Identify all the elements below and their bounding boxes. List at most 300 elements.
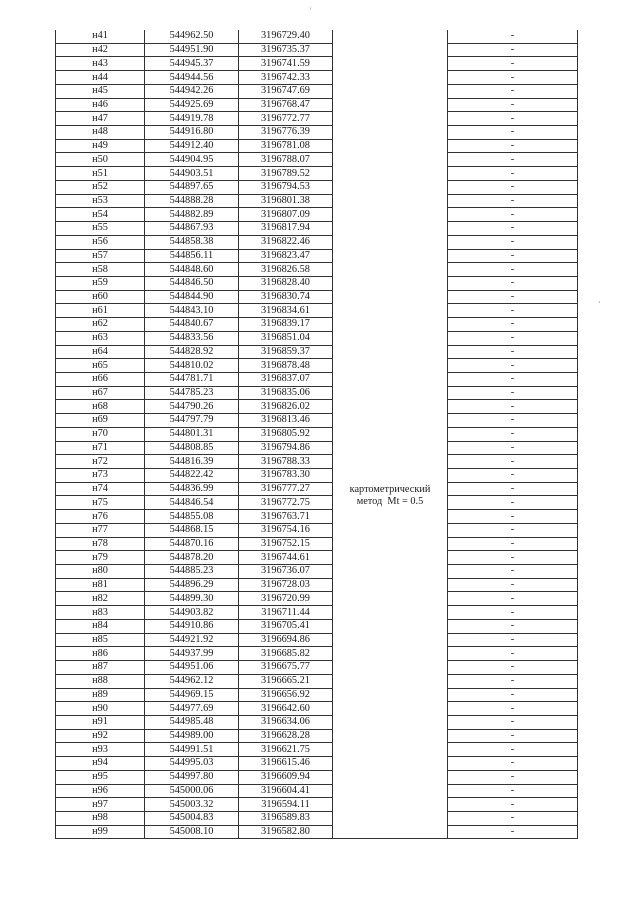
point-id-cell: н69 [56, 414, 145, 428]
dash-cell: - [448, 743, 578, 757]
dash-cell: - [448, 414, 578, 428]
dash-cell: - [448, 729, 578, 743]
table-row [56, 263, 578, 277]
x-coordinate-cell: 544910.86 [145, 619, 239, 633]
x-coordinate-cell: 544828.92 [145, 345, 239, 359]
x-coordinate-cell: 544870.16 [145, 537, 239, 551]
y-coordinate-cell: 3196694.86 [239, 633, 333, 647]
y-coordinate-cell: 3196685.82 [239, 647, 333, 661]
y-coordinate-cell: 3196742.33 [239, 71, 333, 85]
y-coordinate-cell: 3196789.52 [239, 167, 333, 181]
dash-cell: - [448, 537, 578, 551]
y-coordinate-cell: 3196582.80 [239, 825, 333, 839]
y-coordinate-cell: 3196859.37 [239, 345, 333, 359]
point-id-cell: н85 [56, 633, 145, 647]
y-coordinate-cell: 3196835.06 [239, 386, 333, 400]
y-coordinate-cell: 3196609.94 [239, 770, 333, 784]
dash-cell: - [448, 304, 578, 318]
table-row [56, 71, 578, 85]
x-coordinate-cell: 544885.23 [145, 565, 239, 579]
dash-cell: - [448, 290, 578, 304]
y-coordinate-cell: 3196621.75 [239, 743, 333, 757]
table-row [56, 523, 578, 537]
table-row [56, 345, 578, 359]
dash-cell: - [448, 784, 578, 798]
dash-cell: - [448, 702, 578, 716]
table-row [56, 551, 578, 565]
dash-cell: - [448, 167, 578, 181]
x-coordinate-cell: 544945.37 [145, 57, 239, 71]
dash-cell: - [448, 153, 578, 167]
table-row [56, 469, 578, 483]
dash-cell: - [448, 318, 578, 332]
point-id-cell: н70 [56, 427, 145, 441]
dash-cell: - [448, 633, 578, 647]
point-id-cell: н97 [56, 798, 145, 812]
dash-cell: - [448, 57, 578, 71]
table-row [56, 372, 578, 386]
x-coordinate-cell: 544997.80 [145, 770, 239, 784]
dash-cell: - [448, 249, 578, 263]
table-row [56, 798, 578, 812]
y-coordinate-cell: 3196744.61 [239, 551, 333, 565]
x-coordinate-cell: 544969.15 [145, 688, 239, 702]
table-row [56, 578, 578, 592]
dash-cell: - [448, 180, 578, 194]
x-coordinate-cell: 544797.79 [145, 414, 239, 428]
point-id-cell: н72 [56, 455, 145, 469]
point-id-cell: н77 [56, 523, 145, 537]
x-coordinate-cell: 544846.50 [145, 276, 239, 290]
point-id-cell: н92 [56, 729, 145, 743]
x-coordinate-cell: 544897.65 [145, 180, 239, 194]
point-id-cell: н57 [56, 249, 145, 263]
dash-cell: - [448, 194, 578, 208]
dash-cell: - [448, 427, 578, 441]
point-id-cell: н74 [56, 482, 145, 496]
y-coordinate-cell: 3196794.53 [239, 180, 333, 194]
point-id-cell: н43 [56, 57, 145, 71]
table-row [56, 43, 578, 57]
table-row [56, 496, 578, 510]
y-coordinate-cell: 3196705.41 [239, 619, 333, 633]
table-row [56, 715, 578, 729]
point-id-cell: н82 [56, 592, 145, 606]
x-coordinate-cell: 544904.95 [145, 153, 239, 167]
table-row [56, 30, 578, 43]
table-row [56, 84, 578, 98]
dash-cell: - [448, 688, 578, 702]
table-row [56, 633, 578, 647]
point-id-cell: н49 [56, 139, 145, 153]
dash-cell: - [448, 372, 578, 386]
table-row [56, 757, 578, 771]
coordinates-table-body [56, 30, 578, 839]
x-coordinate-cell: 544925.69 [145, 98, 239, 112]
y-coordinate-cell: 3196720.99 [239, 592, 333, 606]
y-coordinate-cell: 3196752.15 [239, 537, 333, 551]
y-coordinate-cell: 3196828.40 [239, 276, 333, 290]
point-id-cell: н67 [56, 386, 145, 400]
y-coordinate-cell: 3196656.92 [239, 688, 333, 702]
x-coordinate-cell: 544888.28 [145, 194, 239, 208]
table-row [56, 359, 578, 373]
point-id-cell: н83 [56, 606, 145, 620]
dash-cell: - [448, 98, 578, 112]
point-id-cell: н75 [56, 496, 145, 510]
dash-cell: - [448, 661, 578, 675]
point-id-cell: н62 [56, 318, 145, 332]
dash-cell: - [448, 84, 578, 98]
point-id-cell: н95 [56, 770, 145, 784]
table-row [56, 427, 578, 441]
table-row [56, 331, 578, 345]
table-row [56, 537, 578, 551]
y-coordinate-cell: 3196788.33 [239, 455, 333, 469]
table-row [56, 414, 578, 428]
table-row [56, 318, 578, 332]
point-id-cell: н59 [56, 276, 145, 290]
dash-cell: - [448, 482, 578, 496]
dash-cell: - [448, 825, 578, 839]
dash-cell: - [448, 770, 578, 784]
table-row [56, 565, 578, 579]
x-coordinate-cell: 544836.99 [145, 482, 239, 496]
x-coordinate-cell: 544810.02 [145, 359, 239, 373]
table-row [56, 674, 578, 688]
y-coordinate-cell: 3196594.11 [239, 798, 333, 812]
y-coordinate-cell: 3196788.07 [239, 153, 333, 167]
x-coordinate-cell: 544868.15 [145, 523, 239, 537]
dash-cell: - [448, 811, 578, 825]
table-row [56, 167, 578, 181]
x-coordinate-cell: 544962.12 [145, 674, 239, 688]
dash-cell: - [448, 523, 578, 537]
point-id-cell: н61 [56, 304, 145, 318]
x-coordinate-cell: 544951.90 [145, 43, 239, 57]
point-id-cell: н94 [56, 757, 145, 771]
table-row [56, 139, 578, 153]
table-row [56, 222, 578, 236]
x-coordinate-cell: 545003.32 [145, 798, 239, 812]
point-id-cell: н55 [56, 222, 145, 236]
dash-cell: - [448, 715, 578, 729]
dash-cell: - [448, 235, 578, 249]
x-coordinate-cell: 544816.39 [145, 455, 239, 469]
table-row [56, 510, 578, 524]
point-id-cell: н99 [56, 825, 145, 839]
point-id-cell: н52 [56, 180, 145, 194]
y-coordinate-cell: 3196823.47 [239, 249, 333, 263]
y-coordinate-cell: 3196783.30 [239, 469, 333, 483]
x-coordinate-cell: 544942.26 [145, 84, 239, 98]
table-row [56, 770, 578, 784]
y-coordinate-cell: 3196763.71 [239, 510, 333, 524]
dash-cell: - [448, 43, 578, 57]
y-coordinate-cell: 3196813.46 [239, 414, 333, 428]
point-id-cell: н87 [56, 661, 145, 675]
x-coordinate-cell: 544896.29 [145, 578, 239, 592]
y-coordinate-cell: 3196851.04 [239, 331, 333, 345]
point-id-cell: н63 [56, 331, 145, 345]
point-id-cell: н80 [56, 565, 145, 579]
y-coordinate-cell: 3196747.69 [239, 84, 333, 98]
x-coordinate-cell: 544840.67 [145, 318, 239, 332]
x-coordinate-cell: 545000.06 [145, 784, 239, 798]
point-id-cell: н58 [56, 263, 145, 277]
dash-cell: - [448, 345, 578, 359]
table-row [56, 661, 578, 675]
y-coordinate-cell: 3196628.28 [239, 729, 333, 743]
x-coordinate-cell: 544801.31 [145, 427, 239, 441]
dash-cell: - [448, 208, 578, 222]
x-coordinate-cell: 544833.56 [145, 331, 239, 345]
table-row [56, 304, 578, 318]
point-id-cell: н81 [56, 578, 145, 592]
y-coordinate-cell: 3196822.46 [239, 235, 333, 249]
point-id-cell: н60 [56, 290, 145, 304]
x-coordinate-cell: 544919.78 [145, 112, 239, 126]
x-coordinate-cell: 545008.10 [145, 825, 239, 839]
x-coordinate-cell: 544916.80 [145, 126, 239, 140]
dash-cell: - [448, 619, 578, 633]
table-row [56, 400, 578, 414]
scan-artifact-mark: ' [310, 6, 312, 15]
point-id-cell: н79 [56, 551, 145, 565]
point-id-cell: н93 [56, 743, 145, 757]
dash-cell: - [448, 674, 578, 688]
y-coordinate-cell: 3196776.39 [239, 126, 333, 140]
point-id-cell: н98 [56, 811, 145, 825]
point-id-cell: н68 [56, 400, 145, 414]
point-id-cell: н88 [56, 674, 145, 688]
point-id-cell: н47 [56, 112, 145, 126]
table-row [56, 743, 578, 757]
dash-cell: - [448, 592, 578, 606]
point-id-cell: н76 [56, 510, 145, 524]
method-cell [333, 153, 448, 839]
table-row [56, 386, 578, 400]
table-row [56, 235, 578, 249]
y-coordinate-cell: 3196589.83 [239, 811, 333, 825]
table-row [56, 208, 578, 222]
x-coordinate-cell: 544822.42 [145, 469, 239, 483]
dash-cell: - [448, 139, 578, 153]
y-coordinate-cell: 3196729.40 [239, 30, 333, 43]
point-id-cell: н66 [56, 372, 145, 386]
y-coordinate-cell: 3196772.75 [239, 496, 333, 510]
y-coordinate-cell: 3196675.77 [239, 661, 333, 675]
point-id-cell: н89 [56, 688, 145, 702]
y-coordinate-cell: 3196826.58 [239, 263, 333, 277]
x-coordinate-cell: 544995.03 [145, 757, 239, 771]
y-coordinate-cell: 3196604.41 [239, 784, 333, 798]
table-row [56, 702, 578, 716]
point-id-cell: н44 [56, 71, 145, 85]
point-id-cell: н71 [56, 441, 145, 455]
x-coordinate-cell: 544790.26 [145, 400, 239, 414]
table-row [56, 276, 578, 290]
point-id-cell: н48 [56, 126, 145, 140]
y-coordinate-cell: 3196794.86 [239, 441, 333, 455]
y-coordinate-cell: 3196735.37 [239, 43, 333, 57]
table-row [56, 112, 578, 126]
table-row [56, 592, 578, 606]
point-id-cell: н73 [56, 469, 145, 483]
dash-cell: - [448, 455, 578, 469]
x-coordinate-cell: 544903.51 [145, 167, 239, 181]
point-id-cell: н64 [56, 345, 145, 359]
x-coordinate-cell: 544855.08 [145, 510, 239, 524]
dash-cell: - [448, 263, 578, 277]
method-cell-empty [333, 30, 448, 153]
x-coordinate-cell: 545004.83 [145, 811, 239, 825]
point-id-cell: н84 [56, 619, 145, 633]
y-coordinate-cell: 3196801.38 [239, 194, 333, 208]
point-id-cell: н46 [56, 98, 145, 112]
x-coordinate-cell: 544867.93 [145, 222, 239, 236]
y-coordinate-cell: 3196741.59 [239, 57, 333, 71]
y-coordinate-cell: 3196768.47 [239, 98, 333, 112]
x-coordinate-cell: 544921.92 [145, 633, 239, 647]
dash-cell: - [448, 510, 578, 524]
table-row [56, 153, 578, 167]
x-coordinate-cell: 544985.48 [145, 715, 239, 729]
x-coordinate-cell: 544991.51 [145, 743, 239, 757]
table-row [56, 57, 578, 71]
table-row [56, 194, 578, 208]
table-row [56, 455, 578, 469]
table-row [56, 249, 578, 263]
x-coordinate-cell: 544989.00 [145, 729, 239, 743]
point-id-cell: н96 [56, 784, 145, 798]
x-coordinate-cell: 544951.06 [145, 661, 239, 675]
table-row [56, 98, 578, 112]
dash-cell: - [448, 551, 578, 565]
y-coordinate-cell: 3196830.74 [239, 290, 333, 304]
method-line-2: метод Mt = 0.5 [356, 495, 424, 507]
y-coordinate-cell: 3196777.27 [239, 482, 333, 496]
point-id-cell: н50 [56, 153, 145, 167]
method-line-1: картометрический [349, 483, 431, 495]
y-coordinate-cell: 3196728.03 [239, 578, 333, 592]
dash-cell: - [448, 359, 578, 373]
table-row [56, 290, 578, 304]
x-coordinate-cell: 544858.38 [145, 235, 239, 249]
y-coordinate-cell: 3196807.09 [239, 208, 333, 222]
x-coordinate-cell: 544903.82 [145, 606, 239, 620]
dash-cell: - [448, 441, 578, 455]
dash-cell: - [448, 798, 578, 812]
x-coordinate-cell: 544878.20 [145, 551, 239, 565]
x-coordinate-cell: 544899.30 [145, 592, 239, 606]
x-coordinate-cell: 544848.60 [145, 263, 239, 277]
x-coordinate-cell: 544944.56 [145, 71, 239, 85]
point-id-cell: н45 [56, 84, 145, 98]
table-row [56, 729, 578, 743]
y-coordinate-cell: 3196781.08 [239, 139, 333, 153]
x-coordinate-cell: 544912.40 [145, 139, 239, 153]
table-row [56, 180, 578, 194]
x-coordinate-cell: 544977.69 [145, 702, 239, 716]
table-row [56, 606, 578, 620]
table-row [56, 482, 578, 496]
point-id-cell: н86 [56, 647, 145, 661]
point-id-cell: н53 [56, 194, 145, 208]
table-row [56, 784, 578, 798]
point-id-cell: н42 [56, 43, 145, 57]
y-coordinate-cell: 3196665.21 [239, 674, 333, 688]
y-coordinate-cell: 3196736.07 [239, 565, 333, 579]
scan-artifact-dot: · [598, 298, 601, 307]
x-coordinate-cell: 544843.10 [145, 304, 239, 318]
point-id-cell: н90 [56, 702, 145, 716]
x-coordinate-cell: 544856.11 [145, 249, 239, 263]
point-id-cell: н65 [56, 359, 145, 373]
point-id-cell: н54 [56, 208, 145, 222]
dash-cell: - [448, 222, 578, 236]
table-row [56, 619, 578, 633]
y-coordinate-cell: 3196839.17 [239, 318, 333, 332]
table-row [56, 825, 578, 839]
y-coordinate-cell: 3196711.44 [239, 606, 333, 620]
y-coordinate-cell: 3196837.07 [239, 372, 333, 386]
table-row [56, 647, 578, 661]
table-row [56, 441, 578, 455]
y-coordinate-cell: 3196805.92 [239, 427, 333, 441]
y-coordinate-cell: 3196615.46 [239, 757, 333, 771]
x-coordinate-cell: 544844.90 [145, 290, 239, 304]
point-id-cell: н78 [56, 537, 145, 551]
table-row [56, 126, 578, 140]
dash-cell: - [448, 126, 578, 140]
y-coordinate-cell: 3196754.16 [239, 523, 333, 537]
y-coordinate-cell: 3196817.94 [239, 222, 333, 236]
dash-cell: - [448, 565, 578, 579]
x-coordinate-cell: 544846.54 [145, 496, 239, 510]
x-coordinate-cell: 544808.85 [145, 441, 239, 455]
dash-cell: - [448, 386, 578, 400]
dash-cell: - [448, 71, 578, 85]
dash-cell: - [448, 757, 578, 771]
point-id-cell: н51 [56, 167, 145, 181]
dash-cell: - [448, 276, 578, 290]
y-coordinate-cell: 3196834.61 [239, 304, 333, 318]
dash-cell: - [448, 496, 578, 510]
dash-cell: - [448, 578, 578, 592]
x-coordinate-cell: 544882.89 [145, 208, 239, 222]
y-coordinate-cell: 3196634.06 [239, 715, 333, 729]
dash-cell: - [448, 400, 578, 414]
x-coordinate-cell: 544937.99 [145, 647, 239, 661]
x-coordinate-cell: 544781.71 [145, 372, 239, 386]
y-coordinate-cell: 3196826.02 [239, 400, 333, 414]
dash-cell: - [448, 469, 578, 483]
y-coordinate-cell: 3196772.77 [239, 112, 333, 126]
x-coordinate-cell: 544962.50 [145, 30, 239, 43]
point-id-cell: н41 [56, 30, 145, 43]
table-row [56, 811, 578, 825]
point-id-cell: н56 [56, 235, 145, 249]
dash-cell: - [448, 30, 578, 43]
table-row [56, 688, 578, 702]
coordinates-table [55, 30, 578, 839]
y-coordinate-cell: 3196642.60 [239, 702, 333, 716]
dash-cell: - [448, 331, 578, 345]
dash-cell: - [448, 112, 578, 126]
dash-cell: - [448, 606, 578, 620]
x-coordinate-cell: 544785.23 [145, 386, 239, 400]
